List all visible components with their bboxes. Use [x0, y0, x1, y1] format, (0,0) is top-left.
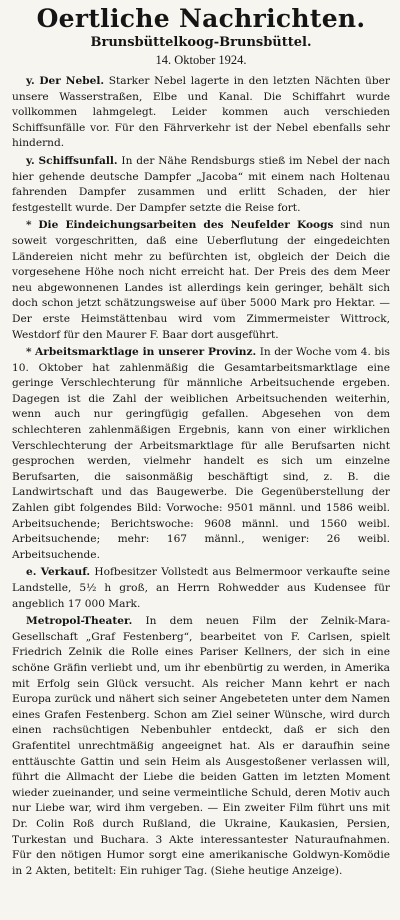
article-arbeitsmarkt — [12, 345, 390, 563]
article-prefix: e. — [26, 566, 37, 579]
page-subtitle: Brunsbüttelkoog-Brunsbüttel. — [90, 35, 312, 50]
issue-date: 14. Oktober 1924. — [155, 53, 247, 67]
article-verkauf — [12, 565, 390, 612]
article-eindeichung — [12, 218, 390, 343]
article-list — [12, 74, 390, 879]
article-schiffsunfall — [12, 154, 390, 216]
article-nebel — [12, 74, 390, 152]
article-heading: Metropol-Theater. — [26, 615, 133, 628]
article-heading: Die Eindeichungsarbeiten des Neufelder Koogs — [38, 219, 334, 232]
article-heading: Der Nebel. — [39, 75, 105, 87]
article-heading: Verkauf. — [40, 566, 91, 579]
article-body: In der Nähe Rendsburgs stieß im Nebel der nach hier gehende deutsche Dampfer „Jacoba“ mit einem nach Holtenau fahrenden Dampfer zusammen und erlitt Schaden, der hier festgestellt wurde. Der Dampfer setzte die Reise fort. — [12, 154, 391, 214]
article-body: In dem neuen Film der Zelnik-Mara-Gesellschaft „Graf Festenberg“, bearbeitet von F. Carlsen, spielt Friedrich Zelnik die Rolle eines Pariser Kellners, der sich in eine schöne Gräfin verliebt und, um ihr ebenbürtig zu werden, in Amerika mit Erfolg sein Glück versucht. Als reicher Mann kehrt er nach Europa zurück und nähert sich seiner Angebeteten unter dem Namen eines Grafen Festenberg. Schon am Ziel seiner Wünsche, wird durch einen rachsüchtigen Nebenbuhler entdeckt, daß er sich den Grafentitel unrechtmäßig angeeignet hat. Als er daraufhin seine enttäuschte Gattin und sein Heim als Ausgestoßener verlassen will, führt die Allmacht der Liebe die beiden Gatten im letzten Moment wieder zueinander, und seine vermeintliche Schuld, deren Motiv auch nur Liebe war, wird ihm vergeben. — Ein zweiter Film führt uns mit Dr. Colin Roß durch Rußland, die Ukraine, Kaukasien, Persien, Turkestan und Buchara. 3 Akte interessantester Naturaufnahmen. Für den nötigen Humor sorgt eine amerikanische Goldwyn-Komödie in 2 Akten, betitelt: Ein ruhiger Tag. (Siehe heutige Anzeige). — [12, 615, 390, 877]
article-body: Hofbesitzer Vollstedt aus Belmermoor verkaufte seine Landstelle, 5½ h groß, an Herrn Rohwedder aus Kudensee für angeblich 17 000 Mark. — [12, 566, 391, 610]
article-metropol-theater — [12, 614, 390, 879]
article-heading: Schiffsunfall. — [38, 154, 118, 167]
article-prefix: y. — [26, 75, 35, 87]
article-body: In der Woche vom 4. bis 10. Oktober hat zahlenmäßig die Gesamtarbeitsmarktlage eine geringe Verschlechterung für männliche Arbeitsuchende ergeben. Dagegen ist die Zahl der weiblichen Arbeitsuchenden weiterhin, wenn auch nur geringfügig gefallen. Abgesehen von dem schlechteren zahlenmäßigen Ergebnis, kann von einer wirklichen Verschlechterung der Arbeitsmarktlage für alle Berufsarten nicht gesprochen werden, vielmehr handelt es sich um einzelne Berufsarten, die saisonmäßig beschäftigt sind, z. B. die Landwirtschaft und das Baugewerbe. Die Gegenüberstellung der Zahlen gibt folgendes Bild: Vorwoche: 9501 männl. und 1586 weibl. Arbeitsuchende; Berichtswoche: 9608 männl. und 1560 weibl. Arbeitsuchende; mehr: 167 männl., weniger: 26 weibl. Arbeitsuchende. — [12, 346, 390, 561]
masthead — [12, 4, 390, 68]
page-title: Oertliche Nachrichten. — [36, 4, 366, 33]
article-prefix: y. — [26, 154, 35, 167]
article-body: Starker Nebel lagerte in den letzten Nächten über unsere Wasserstraßen, Elbe und Kanal. Die Schiffahrt wurde vollkommen lahmgelegt. Leider kommen auch verschieden Schiffsunfälle vor. Für den Fährverkehr ist der Nebel ebenfalls sehr hindernd. — [12, 75, 390, 150]
article-body: sind nun soweit vorgeschritten, daß eine Ueberflutung der eingedeichten Ländereien nicht mehr zu befürchten ist, obgleich der Deich die vorgesehene Höhe noch nicht erreicht hat. Der Preis des dem Meer neu abgewonnenen Landes ist allerdings kein geringer, behält sich doch schon jetzt schätzungsweise auf über 5000 Mark pro Hektar. — Der erste Heimstättenbau wird vom Zimmermeister Wittrock, Westdorf für den Maurer F. Baar dort ausgeführt. — [12, 219, 390, 341]
article-prefix: * — [26, 346, 32, 359]
article-heading: Arbeitsmarktlage in unserer Provinz. — [35, 346, 257, 359]
article-prefix: * — [26, 219, 32, 232]
